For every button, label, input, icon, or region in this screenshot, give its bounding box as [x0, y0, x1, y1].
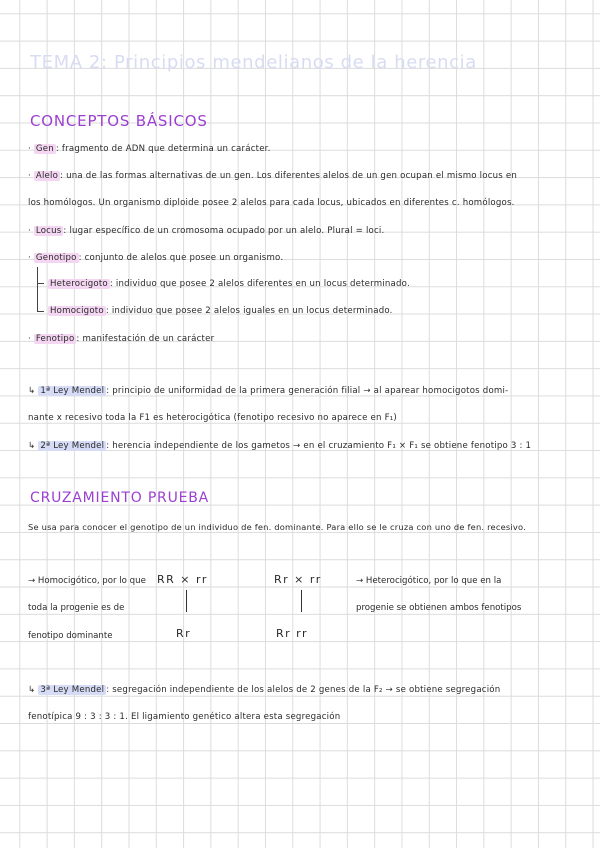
- term-heterocigoto: Heterocigoto: [50, 279, 108, 289]
- left-note-line3: fenotipo dominante: [28, 631, 113, 641]
- cross2-arrow: [301, 590, 302, 612]
- ley3: ↳ 3ª Ley Mendel : segregación independiente de los alelos de 2 genes de la F₂ → se obtiene segregación: [28, 685, 501, 695]
- page-title: TEMA 2: Principios mendelianos de la herencia: [30, 52, 477, 73]
- ley3-label: 3ª Ley Mendel: [40, 685, 105, 695]
- ley2-label: 2ª Ley Mendel: [40, 441, 105, 451]
- def-genotipo: · Genotipo : conjunto de alelos que posee un organismo.: [28, 253, 284, 263]
- ley2: ↳ 2ª Ley Mendel : herencia independiente de los gametos → en el cruzamiento F₁ × F₁ se obtiene fenotipo 3 : 1: [28, 441, 532, 451]
- ley3-line2: fenotípica 9 : 3 : 3 : 1. El ligamiento genético altera esta segregación: [28, 712, 341, 722]
- section-heading-conceptos: CONCEPTOS BÁSICOS: [30, 112, 208, 130]
- def-fenotipo: · Fenotipo : manifestación de un carácter: [28, 334, 215, 344]
- term-fenotipo: Fenotipo: [35, 334, 75, 344]
- term-homocigoto: Homocigoto: [50, 306, 104, 316]
- def-locus: · Locus : lugar específico de un cromosoma ocupado por un alelo. Plural = loci.: [28, 226, 385, 236]
- ley1-label: 1ª Ley Mendel: [40, 386, 105, 396]
- ley3-text: : segregación independiente de los alelos de 2 genes de la F₂ → se obtiene segregación: [106, 685, 501, 695]
- def-homocigoto-text: : individuo que posee 2 alelos iguales en un locus determinado.: [105, 306, 393, 316]
- term-locus: Locus: [35, 226, 62, 236]
- def-gen: · Gen : fragmento de ADN que determina un carácter.: [28, 144, 271, 154]
- def-locus-text: : lugar específico de un cromosoma ocupado por un alelo. Plural = loci.: [63, 226, 385, 236]
- right-note-line2: progenie se obtienen ambos fenotipos: [356, 603, 522, 613]
- cross2-offspring: Rr rr: [276, 627, 309, 640]
- def-heterocigoto: [48, 279, 410, 289]
- term-gen: Gen: [35, 144, 54, 154]
- left-note-line1: → Homocigótico, por lo que: [28, 576, 146, 586]
- section-heading-cruzamiento: CRUZAMIENTO PRUEBA: [30, 490, 210, 506]
- term-alelo: Alelo: [35, 171, 59, 181]
- cruzamiento-intro: Se usa para conocer el genotipo de un individuo de fen. dominante. Para ello se le cruza con uno de fen. recesivo.: [28, 522, 526, 532]
- cross1-arrow: [186, 590, 187, 612]
- def-heterocigoto-text: : individuo que posee 2 alelos diferentes en un locus determinado.: [109, 279, 410, 289]
- tree-branch-2: [37, 283, 44, 312]
- def-gen-text: : fragmento de ADN que determina un carácter.: [55, 144, 271, 154]
- def-fenotipo-text: : manifestación de un carácter: [76, 334, 215, 344]
- def-homocigoto: [48, 306, 393, 316]
- def-alelo: · Alelo : una de las formas alternativas de un gen. Los diferentes alelos de un gen ocupan el mismo locus en: [28, 171, 518, 181]
- ley1: ↳ 1ª Ley Mendel : principio de uniformidad de la primera generación filial → al aparear homocigotos domi-: [28, 386, 509, 396]
- def-alelo-text: : una de las formas alternativas de un gen. Los diferentes alelos de un gen ocupan el mismo locus en: [60, 171, 518, 181]
- term-genotipo: Genotipo: [35, 253, 77, 263]
- cross2-parents: Rr × rr: [274, 573, 322, 586]
- cross1-parents: RR × rr: [157, 573, 208, 586]
- def-genotipo-text: : conjunto de alelos que posee un organismo.: [78, 253, 284, 263]
- ley1-line2: nante x recesivo toda la F1 es heterocigótica (fenotipo recesivo no aparece en F₁): [28, 413, 397, 423]
- ley2-text: : herencia independiente de los gametos → en el cruzamiento F₁ × F₁ se obtiene fenotipo 3 : 1: [106, 441, 532, 451]
- right-note-line1: → Heterocigótico, por lo que en la: [356, 576, 502, 586]
- left-note-line2: toda la progenie es de: [28, 603, 125, 613]
- cross1-offspring: Rr: [176, 627, 192, 640]
- ley1-text: : principio de uniformidad de la primera generación filial → al aparear homocigotos domi-: [106, 386, 509, 396]
- def-alelo-line2: los homólogos. Un organismo diploide posee 2 alelos para cada locus, ubicados en diferentes c. homólogos.: [28, 198, 515, 208]
- tree-branch-1: [37, 267, 44, 284]
